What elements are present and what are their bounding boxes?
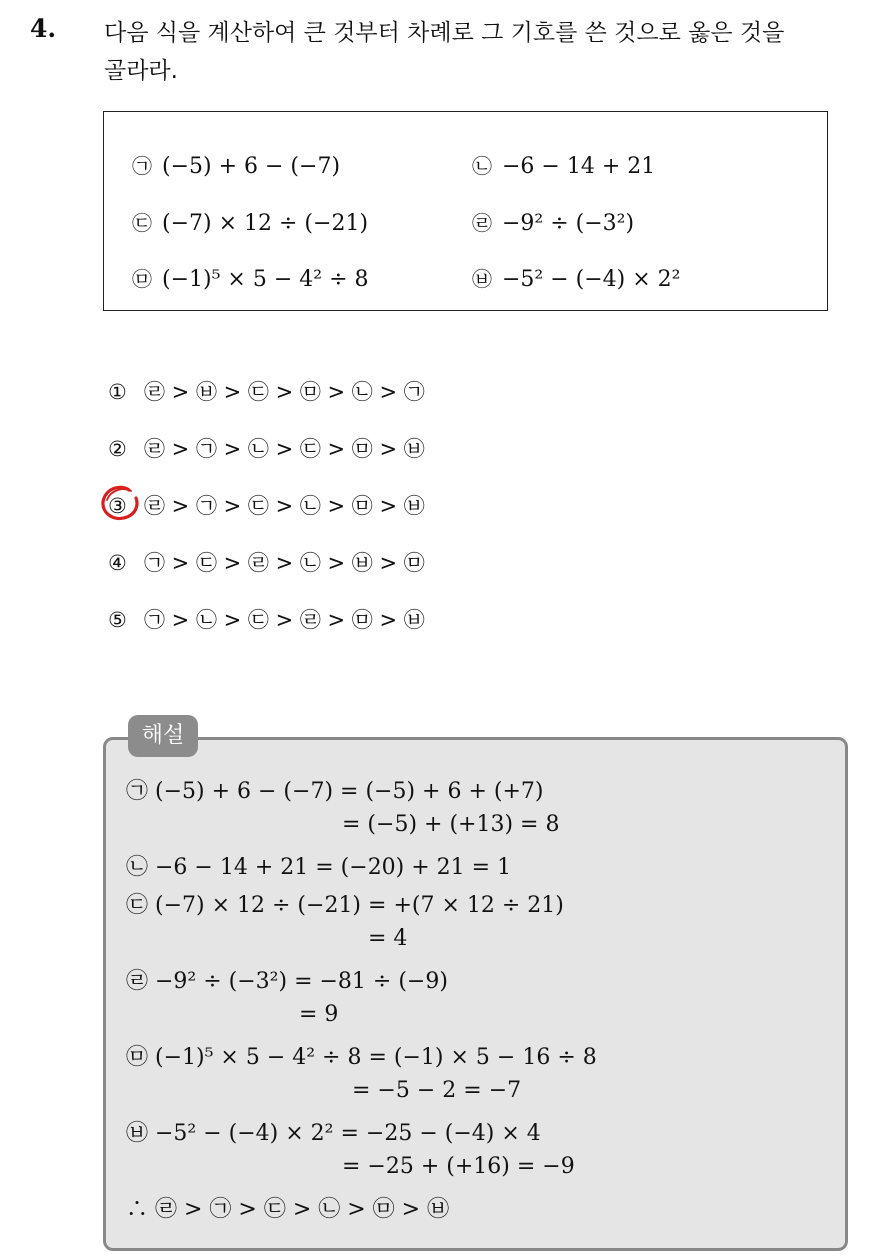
solution-panel [103, 737, 848, 1251]
solution-line: = 9 [299, 1002, 339, 1027]
choice-4[interactable] [108, 547, 425, 577]
mark-c: ㉢ [132, 211, 152, 235]
expr-d: −9² ÷ (−3²) [502, 211, 635, 236]
expr-item-e [132, 263, 369, 292]
choice-text: ㉠ > ㉡ > ㉢ > ㉣ > ㉤ > ㉥ [144, 608, 425, 632]
expr-b: −6 − 14 + 21 [502, 154, 656, 179]
choice-2[interactable] [108, 433, 425, 463]
solution-line: ㉡ −6 − 14 + 21 = (−20) + 21 = 1 [126, 855, 512, 880]
question-text-line2: 골라라. [104, 58, 178, 84]
expr-item-f [472, 263, 681, 292]
choice-text: ㉣ > ㉠ > ㉢ > ㉡ > ㉤ > ㉥ [144, 494, 425, 518]
mark-b: ㉡ [472, 154, 492, 178]
choice-number-selected [108, 494, 144, 518]
question-text [104, 14, 874, 90]
expr-item-a [132, 150, 340, 179]
solution-line: ㉢ (−7) × 12 ÷ (−21) = +(7 × 12 ÷ 21) [126, 893, 564, 918]
solution-line: ㉠ (−5) + 6 − (−7) = (−5) + 6 + (+7) [126, 779, 544, 804]
mark-a: ㉠ [132, 154, 152, 178]
expr-f: −5² − (−4) × 2² [502, 267, 681, 292]
solution-line: = −5 − 2 = −7 [352, 1078, 522, 1103]
solution-line: ㉥ −5² − (−4) × 2² = −25 − (−4) × 4 [126, 1121, 541, 1146]
choice-number: ③ [108, 494, 127, 518]
choice-number: ② [108, 437, 127, 461]
solution-line: = −25 + (+16) = −9 [342, 1154, 575, 1179]
question-text-line1: 다음 식을 계산하여 큰 것부터 차례로 그 기호를 쓴 것으로 옳은 것을 [104, 20, 785, 46]
choice-number: ④ [108, 551, 127, 575]
choice-text: ㉣ > ㉥ > ㉢ > ㉤ > ㉡ > ㉠ [144, 380, 425, 404]
expression-box [103, 111, 828, 311]
mark-e: ㉤ [132, 267, 152, 291]
solution-tab-label: 해설 [128, 715, 198, 757]
expr-item-b [472, 150, 655, 179]
expr-a: (−5) + 6 − (−7) [162, 154, 341, 179]
solution-line: ㉣ −9² ÷ (−3²) = −81 ÷ (−9) [126, 969, 448, 994]
expr-e: (−1)⁵ × 5 − 4² ÷ 8 [162, 267, 369, 292]
choice-text: ㉠ > ㉢ > ㉣ > ㉡ > ㉥ > ㉤ [144, 551, 425, 575]
choice-5[interactable] [108, 604, 425, 634]
choice-number: ⑤ [108, 608, 127, 632]
solution-line: ㉤ (−1)⁵ × 5 − 4² ÷ 8 = (−1) × 5 − 16 ÷ 8 [126, 1045, 597, 1070]
choice-1[interactable] [108, 376, 425, 406]
solution-line: = 4 [368, 926, 408, 951]
expr-item-d [472, 207, 634, 236]
expr-item-c [132, 207, 368, 236]
choice-number: ① [108, 380, 127, 404]
mark-d: ㉣ [472, 211, 492, 235]
mark-f: ㉥ [472, 267, 492, 291]
expr-c: (−7) × 12 ÷ (−21) [162, 211, 369, 236]
question-number: 4. [30, 14, 57, 43]
choice-text: ㉣ > ㉠ > ㉡ > ㉢ > ㉤ > ㉥ [144, 437, 425, 461]
solution-line: = (−5) + (+13) = 8 [342, 812, 560, 837]
choice-3[interactable] [108, 490, 425, 520]
solution-conclusion: ∴ ㉣ > ㉠ > ㉢ > ㉡ > ㉤ > ㉥ [126, 1197, 450, 1222]
